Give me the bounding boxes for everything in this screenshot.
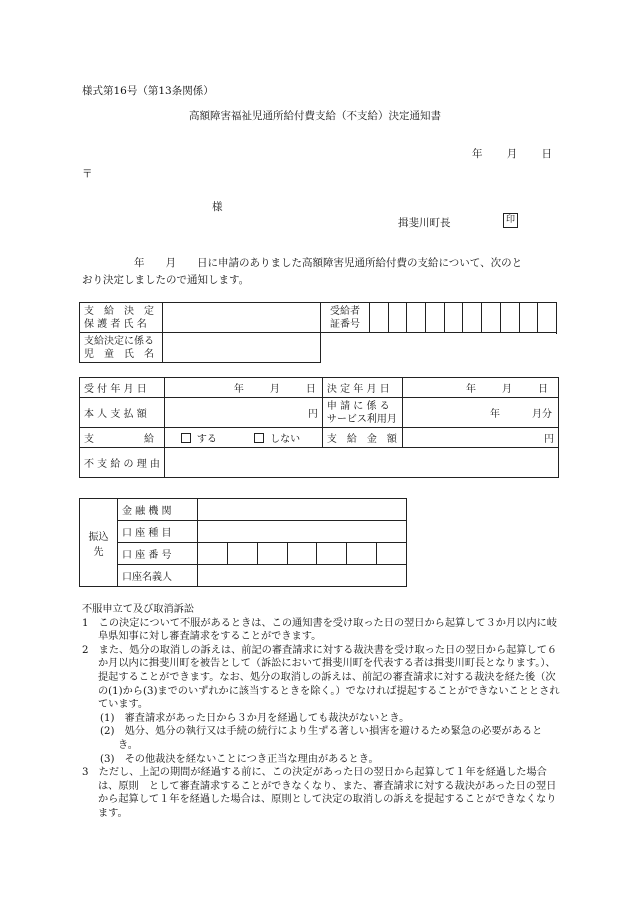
note-sub-1: (1) 審査請求があった日から３か月を経過しても裁決がないとき。 (100, 712, 410, 724)
account-no-digit[interactable] (287, 543, 317, 565)
guardian-name-value[interactable] (163, 303, 321, 333)
recipient-no-digit[interactable] (407, 303, 426, 333)
recipient-no-label: 受給者 証番号 (321, 303, 370, 333)
reason-label: 不 支 給 の 理 由 (80, 448, 165, 478)
recipient-no-digit[interactable] (370, 303, 389, 333)
recipient-no-digit[interactable] (463, 303, 482, 333)
payment-label: 支 給 (80, 428, 165, 448)
recipient-no-digit[interactable] (482, 303, 501, 333)
date-day: 日 (541, 148, 552, 160)
addressee-suffix: 様 (212, 201, 223, 213)
reason-value[interactable] (164, 448, 558, 478)
issuer-name: 揖斐川町長 (398, 217, 451, 229)
decision-table (79, 377, 559, 478)
payment-options (164, 428, 322, 448)
postal-mark: 〒 (82, 168, 93, 180)
intro-text (82, 255, 552, 289)
issue-date (472, 146, 552, 161)
intro-line-1: 年 月 日に申請のありました高額障害児通所給付費の支給について、次のと (134, 257, 523, 269)
document-title: 高額障害福祉児通所給付費支給（不支給）決定通知書 (189, 110, 441, 122)
receipt-date-label: 受 付 年 月 日 (80, 378, 165, 398)
recipient-no-digit[interactable] (426, 303, 445, 333)
form-label: 様式第16号（第13条関係） (82, 85, 214, 97)
date-year: 年 (472, 148, 483, 160)
child-name-value[interactable] (163, 333, 321, 363)
account-type-label: 口 座 種 目 (118, 521, 198, 543)
recipient-no-digit[interactable] (538, 303, 557, 333)
option-yes[interactable]: する (181, 434, 217, 445)
service-month-value[interactable]: 年 月分 (402, 398, 558, 428)
recipient-no-digit[interactable] (388, 303, 407, 333)
decision-date-value[interactable]: 年 月 日 (402, 378, 558, 398)
notes-heading: 不服申立て及び取消訴訟 (82, 604, 195, 615)
appeal-notes (82, 603, 562, 821)
child-name-label: 支給決定に係る 児 童 氏 名 (80, 333, 163, 363)
amount-value[interactable]: 円 (402, 428, 558, 448)
note-sub-2: (2) 処分、処分の執行又は手続の続行により生ずる著しい損害を避けるため緊急の必要があるとき。 (100, 726, 543, 751)
note-item-3: 3 ただし、上記の期間が経過する前に、この決定があった日の翌日から起算して１年を経過した場合は、原則 として審査請求することができなくなり、また、審査請求に対する裁決があった日の翌日から起算して１年を経過した場合は、原則として決定の取消しの訴えを提起することができなくなります。 (82, 767, 557, 819)
recipient-no-digit[interactable] (519, 303, 538, 333)
account-no-digit[interactable] (377, 543, 407, 565)
checkbox-icon[interactable] (254, 433, 264, 443)
recipient-no-digit[interactable] (500, 303, 519, 333)
account-no-digit[interactable] (347, 543, 377, 565)
intro-line-2: おり決定しましたので通知します。 (82, 274, 250, 286)
account-type-value[interactable] (198, 521, 407, 543)
account-no-digit[interactable] (227, 543, 257, 565)
holder-label: 口座名義人 (118, 565, 198, 587)
holder-value[interactable] (198, 565, 407, 587)
receipt-date-value[interactable]: 年 月 日 (164, 378, 322, 398)
self-pay-value[interactable]: 円 (164, 398, 322, 428)
seal-mark: 印 (503, 213, 518, 228)
decision-date-label: 決 定 年 月 日 (322, 378, 402, 398)
date-month: 月 (506, 148, 518, 160)
guardian-name-label: 支 給 決 定 保 護 者 氏 名 (80, 303, 163, 333)
account-no-digit[interactable] (317, 543, 347, 565)
transfer-header: 振込先 (80, 499, 118, 587)
checkbox-icon[interactable] (181, 433, 191, 443)
bank-label: 金 融 機 関 (118, 499, 198, 521)
amount-label: 支 給 金 額 (322, 428, 402, 448)
option-no[interactable]: しない (254, 434, 300, 445)
self-pay-label: 本 人 支 払 額 (80, 398, 165, 428)
note-item-2: 2 また、処分の取消しの訴えは、前記の審査請求に対する裁決書を受け取った日の翌日から起算して６か月以内に揖斐川町を被告として（訴訟において揖斐川町を代表する者は揖斐川町長となります。）、提起することができます。なお、処分の取消しの訴えは、前記の審査請求に対する裁決を経た後（次の(1)から(3)までのいずれかに該当するときを除く。）でなければ提起することができないこととされています。 (82, 644, 560, 711)
bank-value[interactable] (198, 499, 407, 521)
account-no-digit[interactable] (198, 543, 228, 565)
recipient-no-digit[interactable] (444, 303, 463, 333)
account-no-label: 口 座 番 号 (118, 543, 198, 565)
note-item-1: 1 この決定について不服があるときは、この通知書を受け取った日の翌日から起算して３か月以内に岐阜県知事に対し審査請求をすることができます。 (82, 617, 557, 643)
bank-table (79, 498, 407, 587)
account-no-digit[interactable] (257, 543, 287, 565)
service-month-label: 申 請 に 係 る サービス利用月 (322, 398, 402, 428)
note-sub-3: (3) その他裁決を経ないことにつき正当な理由があるとき。 (100, 753, 379, 765)
